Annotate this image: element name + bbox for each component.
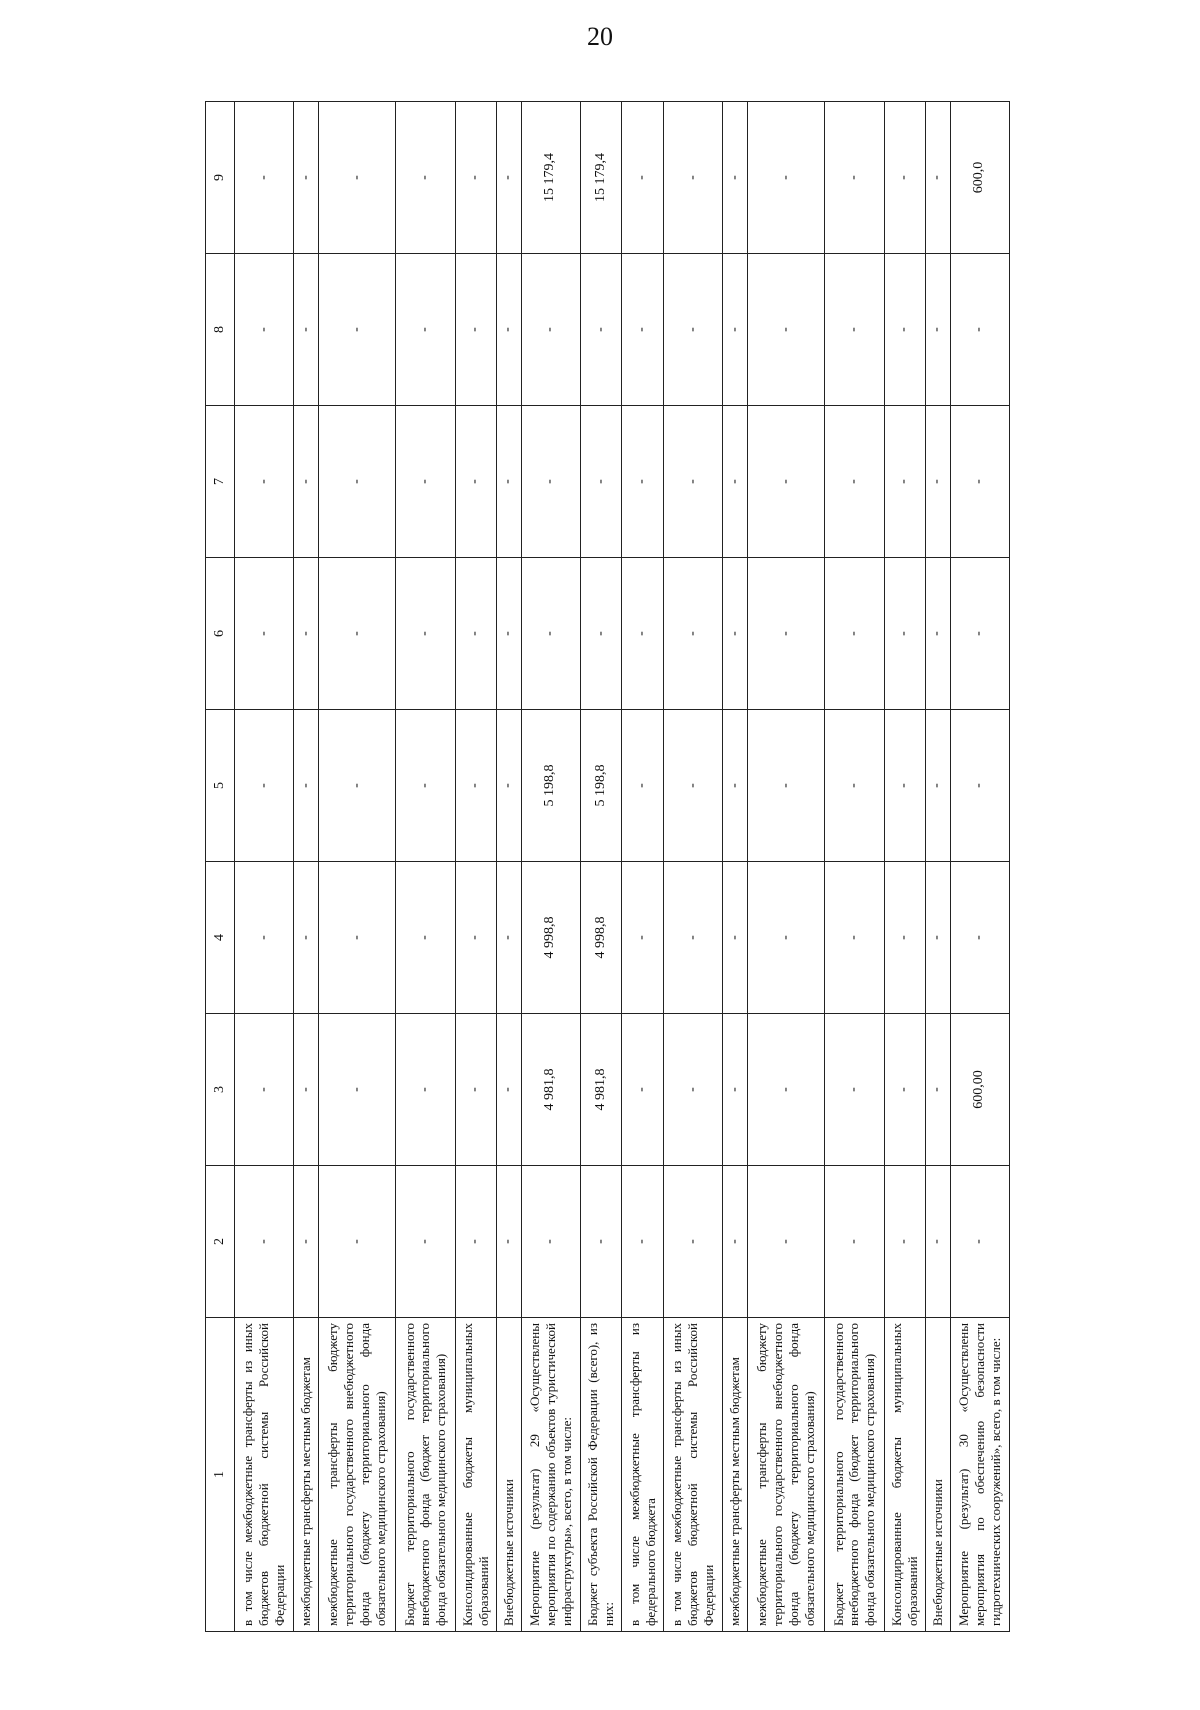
table-row: [521, 102, 580, 1632]
rotated-table-container: [205, 102, 1010, 1632]
table-cell: -: [581, 406, 622, 558]
row-label: Мероприятие (результат) 30 «Осуществлены мероприятия по обеспечению безопасности гидротехнических сооружений», всего, в том числе:: [950, 1318, 1009, 1632]
table-cell: -: [318, 406, 395, 558]
table-cell: -: [825, 862, 884, 1014]
table-cell: -: [723, 1166, 748, 1318]
table-cell: -: [723, 862, 748, 1014]
table-cell: -: [663, 862, 722, 1014]
table-cell: 5 198,8: [521, 710, 580, 862]
table-cell: -: [622, 102, 663, 254]
table-row: [825, 102, 884, 1632]
table-cell: -: [581, 254, 622, 406]
table-row: [925, 102, 950, 1632]
table-cell: -: [950, 406, 1009, 558]
row-label: межбюджетные трансферты местным бюджетам: [723, 1318, 748, 1632]
table-cell: 4 998,8: [521, 862, 580, 1014]
column-header: 6: [206, 558, 235, 710]
table-cell: -: [396, 1014, 455, 1166]
row-label: межбюджетные трансферты бюджету территориального государственного внебюджетного фонда (бюджету территориального фонда обязательного медицинского страхования): [318, 1318, 395, 1632]
row-label: в том числе межбюджетные трансферты из федерального бюджета: [622, 1318, 663, 1632]
table-cell: -: [723, 558, 748, 710]
table-cell: -: [925, 1014, 950, 1166]
table-cell: -: [581, 558, 622, 710]
table-row: [622, 102, 663, 1632]
table-cell: -: [318, 862, 395, 1014]
table-cell: -: [747, 406, 824, 558]
budget-table: [205, 101, 1010, 1632]
table-cell: 600,0: [950, 102, 1009, 254]
table-cell: -: [455, 1166, 496, 1318]
table-cell: -: [235, 1014, 294, 1166]
table-cell: -: [455, 406, 496, 558]
table-cell: -: [723, 254, 748, 406]
table-cell: -: [747, 254, 824, 406]
table-cell: -: [455, 102, 496, 254]
table-cell: -: [925, 254, 950, 406]
row-label: Внебюджетные источники: [925, 1318, 950, 1632]
table-row: [497, 102, 522, 1632]
table-cell: -: [663, 102, 722, 254]
table-cell: -: [950, 1166, 1009, 1318]
row-label: Бюджет территориального государственного внебюджетного фонда (бюджет территориального фонда обязательного медицинского страхования): [396, 1318, 455, 1632]
table-cell: -: [825, 1014, 884, 1166]
table-cell: -: [622, 710, 663, 862]
table-cell: -: [884, 1166, 925, 1318]
row-label: межбюджетные трансферты бюджету территориального государственного внебюджетного фонда (бюджету территориального фонда обязательного медицинского страхования): [747, 1318, 824, 1632]
table-cell: 5 198,8: [581, 710, 622, 862]
table-cell: 600,00: [950, 1014, 1009, 1166]
table-cell: -: [396, 862, 455, 1014]
table-cell: -: [294, 254, 319, 406]
table-cell: -: [950, 254, 1009, 406]
table-cell: -: [235, 102, 294, 254]
table-cell: -: [723, 1014, 748, 1166]
table-cell: -: [318, 558, 395, 710]
table-cell: -: [925, 102, 950, 254]
table-cell: -: [622, 254, 663, 406]
table-cell: -: [825, 102, 884, 254]
row-label: Консолидированные бюджеты муниципальных образований: [884, 1318, 925, 1632]
column-header: 3: [206, 1014, 235, 1166]
table-cell: -: [622, 1166, 663, 1318]
table-row: [396, 102, 455, 1632]
table-cell: -: [825, 558, 884, 710]
table-cell: -: [925, 406, 950, 558]
table-row: [318, 102, 395, 1632]
table-header: [206, 102, 235, 1632]
table-cell: -: [521, 558, 580, 710]
table-cell: -: [497, 102, 522, 254]
table-cell: -: [396, 102, 455, 254]
column-header: 9: [206, 102, 235, 254]
table-cell: -: [950, 558, 1009, 710]
table-cell: -: [521, 406, 580, 558]
table-cell: -: [723, 406, 748, 558]
table-cell: -: [455, 1014, 496, 1166]
table-cell: -: [950, 710, 1009, 862]
header-row: [206, 102, 235, 1632]
table-cell: -: [925, 710, 950, 862]
column-header: 7: [206, 406, 235, 558]
row-label: Консолидированные бюджеты муниципальных образований: [455, 1318, 496, 1632]
table-cell: 15 179,4: [521, 102, 580, 254]
table-cell: -: [825, 1166, 884, 1318]
table-cell: -: [884, 406, 925, 558]
table-cell: -: [318, 1166, 395, 1318]
table-cell: -: [950, 862, 1009, 1014]
table-cell: -: [825, 254, 884, 406]
table-cell: -: [318, 254, 395, 406]
row-label: Бюджет субъекта Российской Федерации (всего), из них:: [581, 1318, 622, 1632]
table-cell: -: [294, 862, 319, 1014]
table-row: [235, 102, 294, 1632]
table-row: [455, 102, 496, 1632]
table-cell: -: [235, 1166, 294, 1318]
table-cell: 4 998,8: [581, 862, 622, 1014]
table-cell: -: [396, 406, 455, 558]
table-cell: -: [396, 1166, 455, 1318]
table-cell: -: [747, 1166, 824, 1318]
row-label: Внебюджетные источники: [497, 1318, 522, 1632]
table-cell: -: [497, 1166, 522, 1318]
table-cell: -: [884, 862, 925, 1014]
table-cell: -: [825, 406, 884, 558]
row-label: межбюджетные трансферты местным бюджетам: [294, 1318, 319, 1632]
table-cell: -: [294, 406, 319, 558]
table-cell: -: [663, 406, 722, 558]
table-row: [884, 102, 925, 1632]
table-cell: -: [521, 1166, 580, 1318]
table-cell: 15 179,4: [581, 102, 622, 254]
table-cell: -: [455, 862, 496, 1014]
column-header: 5: [206, 710, 235, 862]
table-cell: -: [497, 1014, 522, 1166]
table-cell: -: [318, 710, 395, 862]
table-cell: -: [235, 710, 294, 862]
table-cell: -: [884, 1014, 925, 1166]
table-row: [581, 102, 622, 1632]
table-cell: -: [663, 710, 722, 862]
table-cell: -: [294, 710, 319, 862]
table-cell: 4 981,8: [581, 1014, 622, 1166]
table-cell: -: [747, 558, 824, 710]
table-cell: -: [723, 102, 748, 254]
row-label: Мероприятие (результат) 29 «Осуществлены мероприятия по содержанию объектов туристической инфраструктуры», всего, в том числе:: [521, 1318, 580, 1632]
table-cell: -: [396, 558, 455, 710]
column-header: 2: [206, 1166, 235, 1318]
table-cell: -: [663, 1014, 722, 1166]
table-row: [950, 102, 1009, 1632]
table-cell: -: [884, 102, 925, 254]
table-cell: -: [318, 102, 395, 254]
column-header: 4: [206, 862, 235, 1014]
table-cell: -: [497, 254, 522, 406]
table-cell: -: [521, 254, 580, 406]
table-row: [294, 102, 319, 1632]
column-header: 8: [206, 254, 235, 406]
table-cell: -: [497, 558, 522, 710]
row-label: в том числе межбюджетные трансферты из иных бюджетов бюджетной системы Российской Федерации: [235, 1318, 294, 1632]
table-cell: -: [825, 710, 884, 862]
table-cell: -: [884, 254, 925, 406]
page-number: 20: [587, 22, 613, 51]
table-body: [235, 102, 1010, 1632]
table-cell: -: [663, 1166, 722, 1318]
table-cell: -: [396, 710, 455, 862]
table-cell: -: [663, 254, 722, 406]
table-cell: -: [622, 1014, 663, 1166]
table-cell: -: [455, 558, 496, 710]
table-cell: -: [235, 254, 294, 406]
table-row: [723, 102, 748, 1632]
table-cell: -: [396, 254, 455, 406]
table-cell: -: [235, 406, 294, 558]
table-cell: -: [925, 862, 950, 1014]
table-cell: -: [455, 254, 496, 406]
row-label: в том числе межбюджетные трансферты из иных бюджетов бюджетной системы Российской Федерации: [663, 1318, 722, 1632]
table-cell: -: [294, 1014, 319, 1166]
table-cell: -: [884, 710, 925, 862]
table-row: [747, 102, 824, 1632]
table-cell: -: [294, 102, 319, 254]
table-cell: 4 981,8: [521, 1014, 580, 1166]
table-cell: -: [497, 406, 522, 558]
table-cell: -: [747, 710, 824, 862]
table-cell: -: [235, 862, 294, 1014]
table-cell: -: [622, 862, 663, 1014]
column-header: 1: [206, 1318, 235, 1632]
table-cell: -: [294, 1166, 319, 1318]
table-cell: -: [497, 710, 522, 862]
row-label: Бюджет территориального государственного внебюджетного фонда (бюджет территориального фонда обязательного медицинского страхования): [825, 1318, 884, 1632]
table-row: [663, 102, 722, 1632]
table-cell: -: [622, 558, 663, 710]
table-cell: -: [884, 558, 925, 710]
table-cell: -: [747, 1014, 824, 1166]
table-cell: -: [747, 102, 824, 254]
table-cell: -: [455, 710, 496, 862]
table-cell: -: [581, 1166, 622, 1318]
table-cell: -: [318, 1014, 395, 1166]
table-cell: -: [925, 1166, 950, 1318]
table-cell: -: [622, 406, 663, 558]
table-cell: -: [925, 558, 950, 710]
table-cell: -: [497, 862, 522, 1014]
table-cell: -: [294, 558, 319, 710]
table-cell: -: [723, 710, 748, 862]
table-cell: -: [747, 862, 824, 1014]
table-cell: -: [663, 558, 722, 710]
table-cell: -: [235, 558, 294, 710]
